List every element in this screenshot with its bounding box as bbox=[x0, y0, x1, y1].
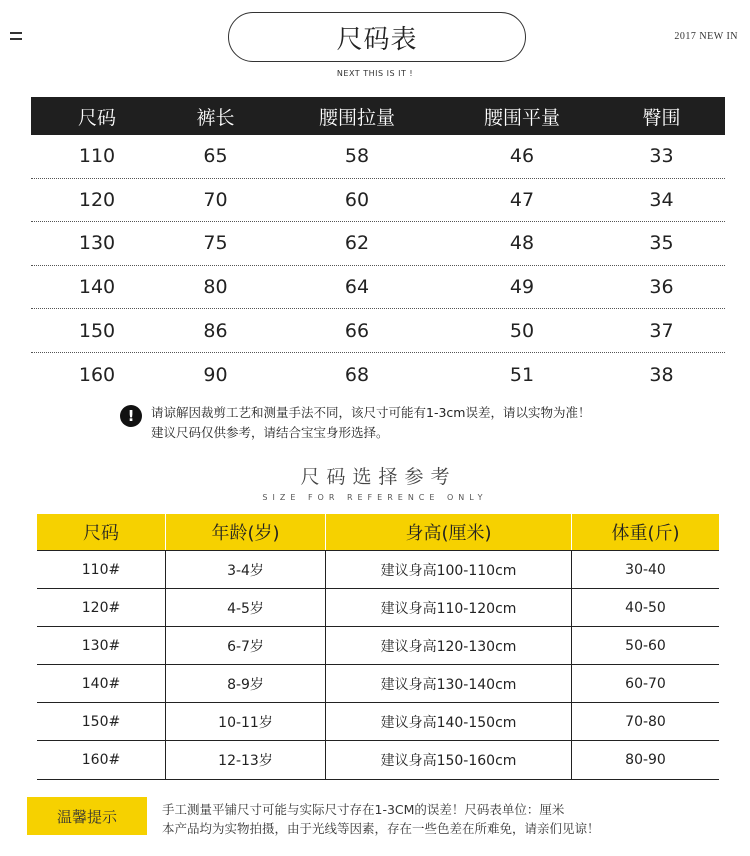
table-cell: 130# bbox=[37, 627, 166, 664]
tip-line: 本产品均为实物拍摄，由于光线等因素，存在一些色差在所难免，请亲们见谅！ bbox=[162, 821, 600, 836]
table-cell: 30-40 bbox=[625, 561, 666, 578]
table-cell: 建议身高120-130cm bbox=[326, 627, 572, 664]
table-row bbox=[37, 627, 719, 665]
notice-line: 建议尺码仅供参考，请结合宝宝身形选择。 bbox=[151, 425, 389, 440]
table-cell: 110 bbox=[78, 145, 116, 168]
column-header: 腰围平量 bbox=[483, 106, 560, 129]
table-row bbox=[31, 266, 725, 310]
table-cell: 50-60 bbox=[625, 637, 666, 654]
table-cell: 80-90 bbox=[625, 752, 666, 768]
table-cell: 86 bbox=[203, 319, 228, 342]
table-cell: 68 bbox=[344, 363, 370, 386]
column-header: 臀围 bbox=[642, 106, 681, 129]
table-cell: 140# bbox=[37, 665, 166, 702]
table-cell: 46 bbox=[509, 145, 535, 168]
table-cell: 10-11岁 bbox=[166, 703, 326, 740]
reference-table bbox=[37, 514, 719, 780]
column-header: 裤长 bbox=[196, 106, 235, 129]
table-cell: 60-70 bbox=[625, 675, 666, 692]
table-cell: 160# bbox=[37, 741, 166, 779]
table-row bbox=[31, 309, 725, 353]
table-cell: 60 bbox=[344, 188, 370, 211]
table-cell: 40-50 bbox=[625, 599, 666, 616]
column-header: 年龄(岁) bbox=[166, 514, 326, 550]
table-cell: 12-13岁 bbox=[166, 741, 326, 779]
reference-table-header bbox=[37, 514, 719, 551]
table-cell: 建议身高110-120cm bbox=[326, 589, 572, 626]
table-row bbox=[37, 589, 719, 627]
table-cell: 48 bbox=[509, 232, 535, 255]
table-cell: 70-80 bbox=[625, 713, 666, 730]
notice-line: 请谅解因裁剪工艺和测量手法不同，该尺寸可能有1-3cm误差，请以实物为准！ bbox=[151, 405, 591, 420]
tip-line: 手工测量平铺尺寸可能与实际尺寸存在1-3CM的误差！尺码表单位：厘米 bbox=[162, 802, 565, 817]
table-cell: 4-5岁 bbox=[166, 589, 326, 626]
table-row bbox=[37, 703, 719, 741]
title-subtitle: NEXT THIS IS IT ! bbox=[336, 69, 414, 78]
table-row bbox=[37, 551, 719, 589]
table-cell: 47 bbox=[509, 188, 535, 211]
table-cell: 120 bbox=[78, 188, 116, 211]
table-cell: 建议身高140-150cm bbox=[326, 703, 572, 740]
tip-badge: 温馨提示 bbox=[27, 797, 147, 835]
reference-subtitle: SIZE FOR REFERENCE ONLY bbox=[262, 493, 488, 502]
table-cell: 6-7岁 bbox=[166, 627, 326, 664]
table-cell: 150# bbox=[37, 703, 166, 740]
table-cell: 58 bbox=[344, 145, 370, 168]
table-cell: 建议身高130-140cm bbox=[326, 665, 572, 702]
table-cell: 3-4岁 bbox=[166, 551, 326, 588]
table-cell: 90 bbox=[203, 363, 228, 386]
exclamation-icon: ! bbox=[120, 405, 142, 427]
table-cell: 49 bbox=[509, 276, 535, 299]
table-row bbox=[31, 179, 725, 223]
table-cell: 34 bbox=[649, 188, 674, 211]
table-cell: 50 bbox=[509, 319, 535, 342]
table-row bbox=[37, 741, 719, 779]
table-cell: 80 bbox=[203, 276, 228, 299]
column-header: 腰围拉量 bbox=[318, 106, 395, 129]
table-cell: 65 bbox=[203, 145, 228, 168]
table-cell: 64 bbox=[344, 276, 370, 299]
table-cell: 130 bbox=[78, 232, 116, 255]
new-in-label: 2017 NEW IN bbox=[674, 31, 738, 42]
table-cell: 建议身高100-110cm bbox=[326, 551, 572, 588]
table-cell: 70 bbox=[203, 188, 228, 211]
table-cell: 建议身高150-160cm bbox=[326, 741, 572, 779]
table-cell: 66 bbox=[344, 319, 370, 342]
measurement-table-header bbox=[31, 97, 725, 135]
reference-title: 尺码选择参考 bbox=[300, 466, 457, 488]
table-cell: 35 bbox=[649, 232, 674, 255]
table-cell: 38 bbox=[649, 363, 674, 386]
column-header: 身高(厘米) bbox=[326, 514, 572, 550]
table-cell: 51 bbox=[509, 363, 535, 386]
table-cell: 140 bbox=[78, 276, 116, 299]
table-row bbox=[31, 222, 725, 266]
table-cell: 160 bbox=[78, 363, 116, 386]
table-cell: 36 bbox=[649, 276, 674, 299]
table-row bbox=[37, 665, 719, 703]
table-cell: 8-9岁 bbox=[166, 665, 326, 702]
table-cell: 75 bbox=[203, 232, 228, 255]
table-cell: 33 bbox=[649, 145, 674, 168]
table-cell: 37 bbox=[649, 319, 674, 342]
table-row bbox=[31, 353, 725, 397]
column-header: 体重(斤) bbox=[611, 523, 680, 544]
table-cell: 150 bbox=[78, 319, 116, 342]
page-title: 尺码表 bbox=[228, 12, 526, 62]
menu-icon[interactable] bbox=[10, 30, 22, 40]
column-header: 尺码 bbox=[77, 106, 116, 129]
table-row bbox=[31, 135, 725, 179]
measurement-table bbox=[31, 97, 725, 397]
column-header: 尺码 bbox=[37, 514, 166, 550]
table-cell: 62 bbox=[344, 232, 370, 255]
table-cell: 110# bbox=[37, 551, 166, 588]
table-cell: 120# bbox=[37, 589, 166, 626]
